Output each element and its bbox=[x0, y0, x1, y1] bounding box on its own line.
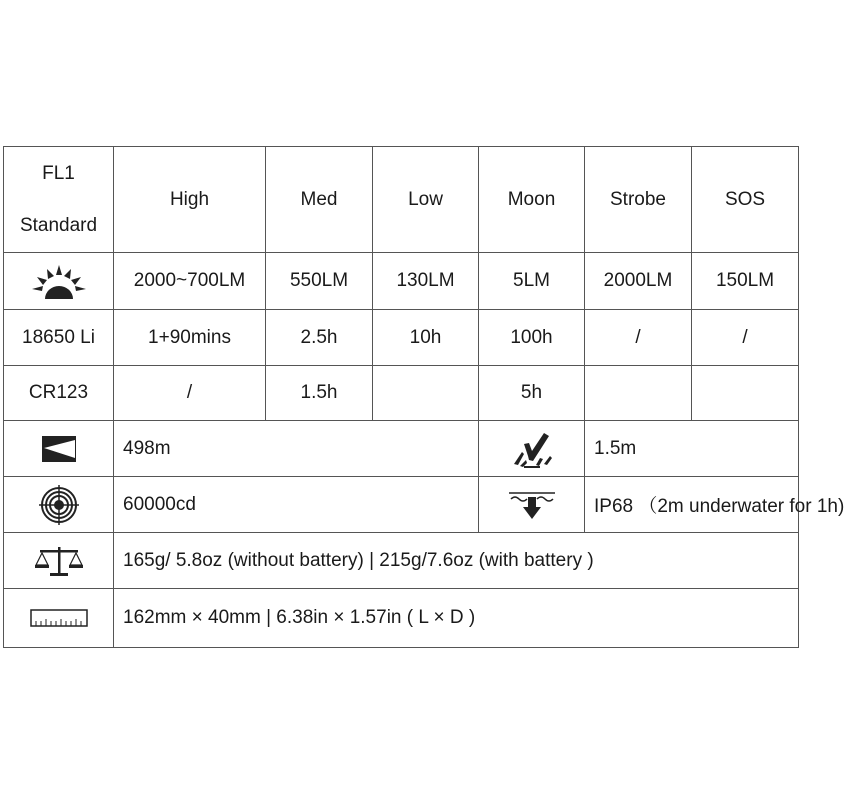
header-row bbox=[4, 147, 799, 253]
impact-icon-cell bbox=[479, 421, 585, 477]
beam-icon-cell bbox=[4, 421, 114, 477]
weight-icon-cell bbox=[4, 533, 114, 589]
output-low: 130LM bbox=[373, 253, 479, 310]
output-high: 2000~700LM bbox=[114, 253, 266, 310]
mode-moon: Moon bbox=[479, 147, 585, 253]
runtime-18650-low: 10h bbox=[373, 310, 479, 366]
output-row bbox=[4, 253, 799, 310]
mode-med: Med bbox=[266, 147, 373, 253]
weight-scale-icon bbox=[34, 543, 84, 579]
battery-18650-label: 18650 Li bbox=[4, 310, 114, 366]
mode-sos: SOS bbox=[692, 147, 799, 253]
output-moon: 5LM bbox=[479, 253, 585, 310]
runtime-cr123-sos bbox=[692, 366, 799, 421]
runtime-18650-row bbox=[4, 310, 799, 366]
runtime-18650-sos: / bbox=[692, 310, 799, 366]
model-cell bbox=[4, 147, 114, 253]
runtime-cr123-moon: 5h bbox=[479, 366, 585, 421]
runtime-cr123-strobe bbox=[585, 366, 692, 421]
mode-low: Low bbox=[373, 147, 479, 253]
output-med: 550LM bbox=[266, 253, 373, 310]
water-icon-cell bbox=[479, 477, 585, 533]
beam-distance-icon bbox=[39, 433, 79, 465]
dimensions-row bbox=[4, 589, 799, 648]
runtime-cr123-low bbox=[373, 366, 479, 421]
peak-intensity-value: 60000cd bbox=[114, 477, 479, 533]
runtime-18650-high: 1+90mins bbox=[114, 310, 266, 366]
dimensions-value: 162mm × 40mm | 6.38in × 1.57in ( L × D ) bbox=[114, 589, 799, 648]
impact-resistance-value: 1.5m bbox=[585, 421, 799, 477]
impact-resistance-icon bbox=[510, 430, 554, 468]
mode-strobe: Strobe bbox=[585, 147, 692, 253]
runtime-cr123-row bbox=[4, 366, 799, 421]
dimensions-icon-cell bbox=[4, 589, 114, 648]
water-resistance-icon bbox=[507, 489, 557, 521]
mode-high: High bbox=[114, 147, 266, 253]
model-name: FL1 bbox=[42, 162, 75, 184]
weight-row bbox=[4, 533, 799, 589]
peak-intensity-icon bbox=[38, 484, 80, 526]
model-edition: Standard bbox=[19, 214, 98, 236]
runtime-18650-moon: 100h bbox=[479, 310, 585, 366]
ruler-icon bbox=[30, 608, 88, 628]
intensity-icon-cell bbox=[4, 477, 114, 533]
light-output-icon bbox=[29, 261, 89, 301]
beam-distance-value: 498m bbox=[114, 421, 479, 477]
runtime-18650-strobe: / bbox=[585, 310, 692, 366]
spec-table bbox=[3, 146, 844, 648]
output-sos: 150LM bbox=[692, 253, 799, 310]
runtime-cr123-med: 1.5h bbox=[266, 366, 373, 421]
weight-value: 165g/ 5.8oz (without battery) | 215g/7.6oz (with battery ) bbox=[114, 533, 799, 589]
output-icon-cell bbox=[4, 253, 114, 310]
runtime-cr123-high: / bbox=[114, 366, 266, 421]
intensity-water-row bbox=[4, 477, 799, 533]
water-resistance-value: IP68 （2m underwater for 1h) bbox=[585, 477, 799, 533]
beam-impact-row bbox=[4, 421, 799, 477]
battery-cr123-label: CR123 bbox=[4, 366, 114, 421]
output-strobe: 2000LM bbox=[585, 253, 692, 310]
runtime-18650-med: 2.5h bbox=[266, 310, 373, 366]
